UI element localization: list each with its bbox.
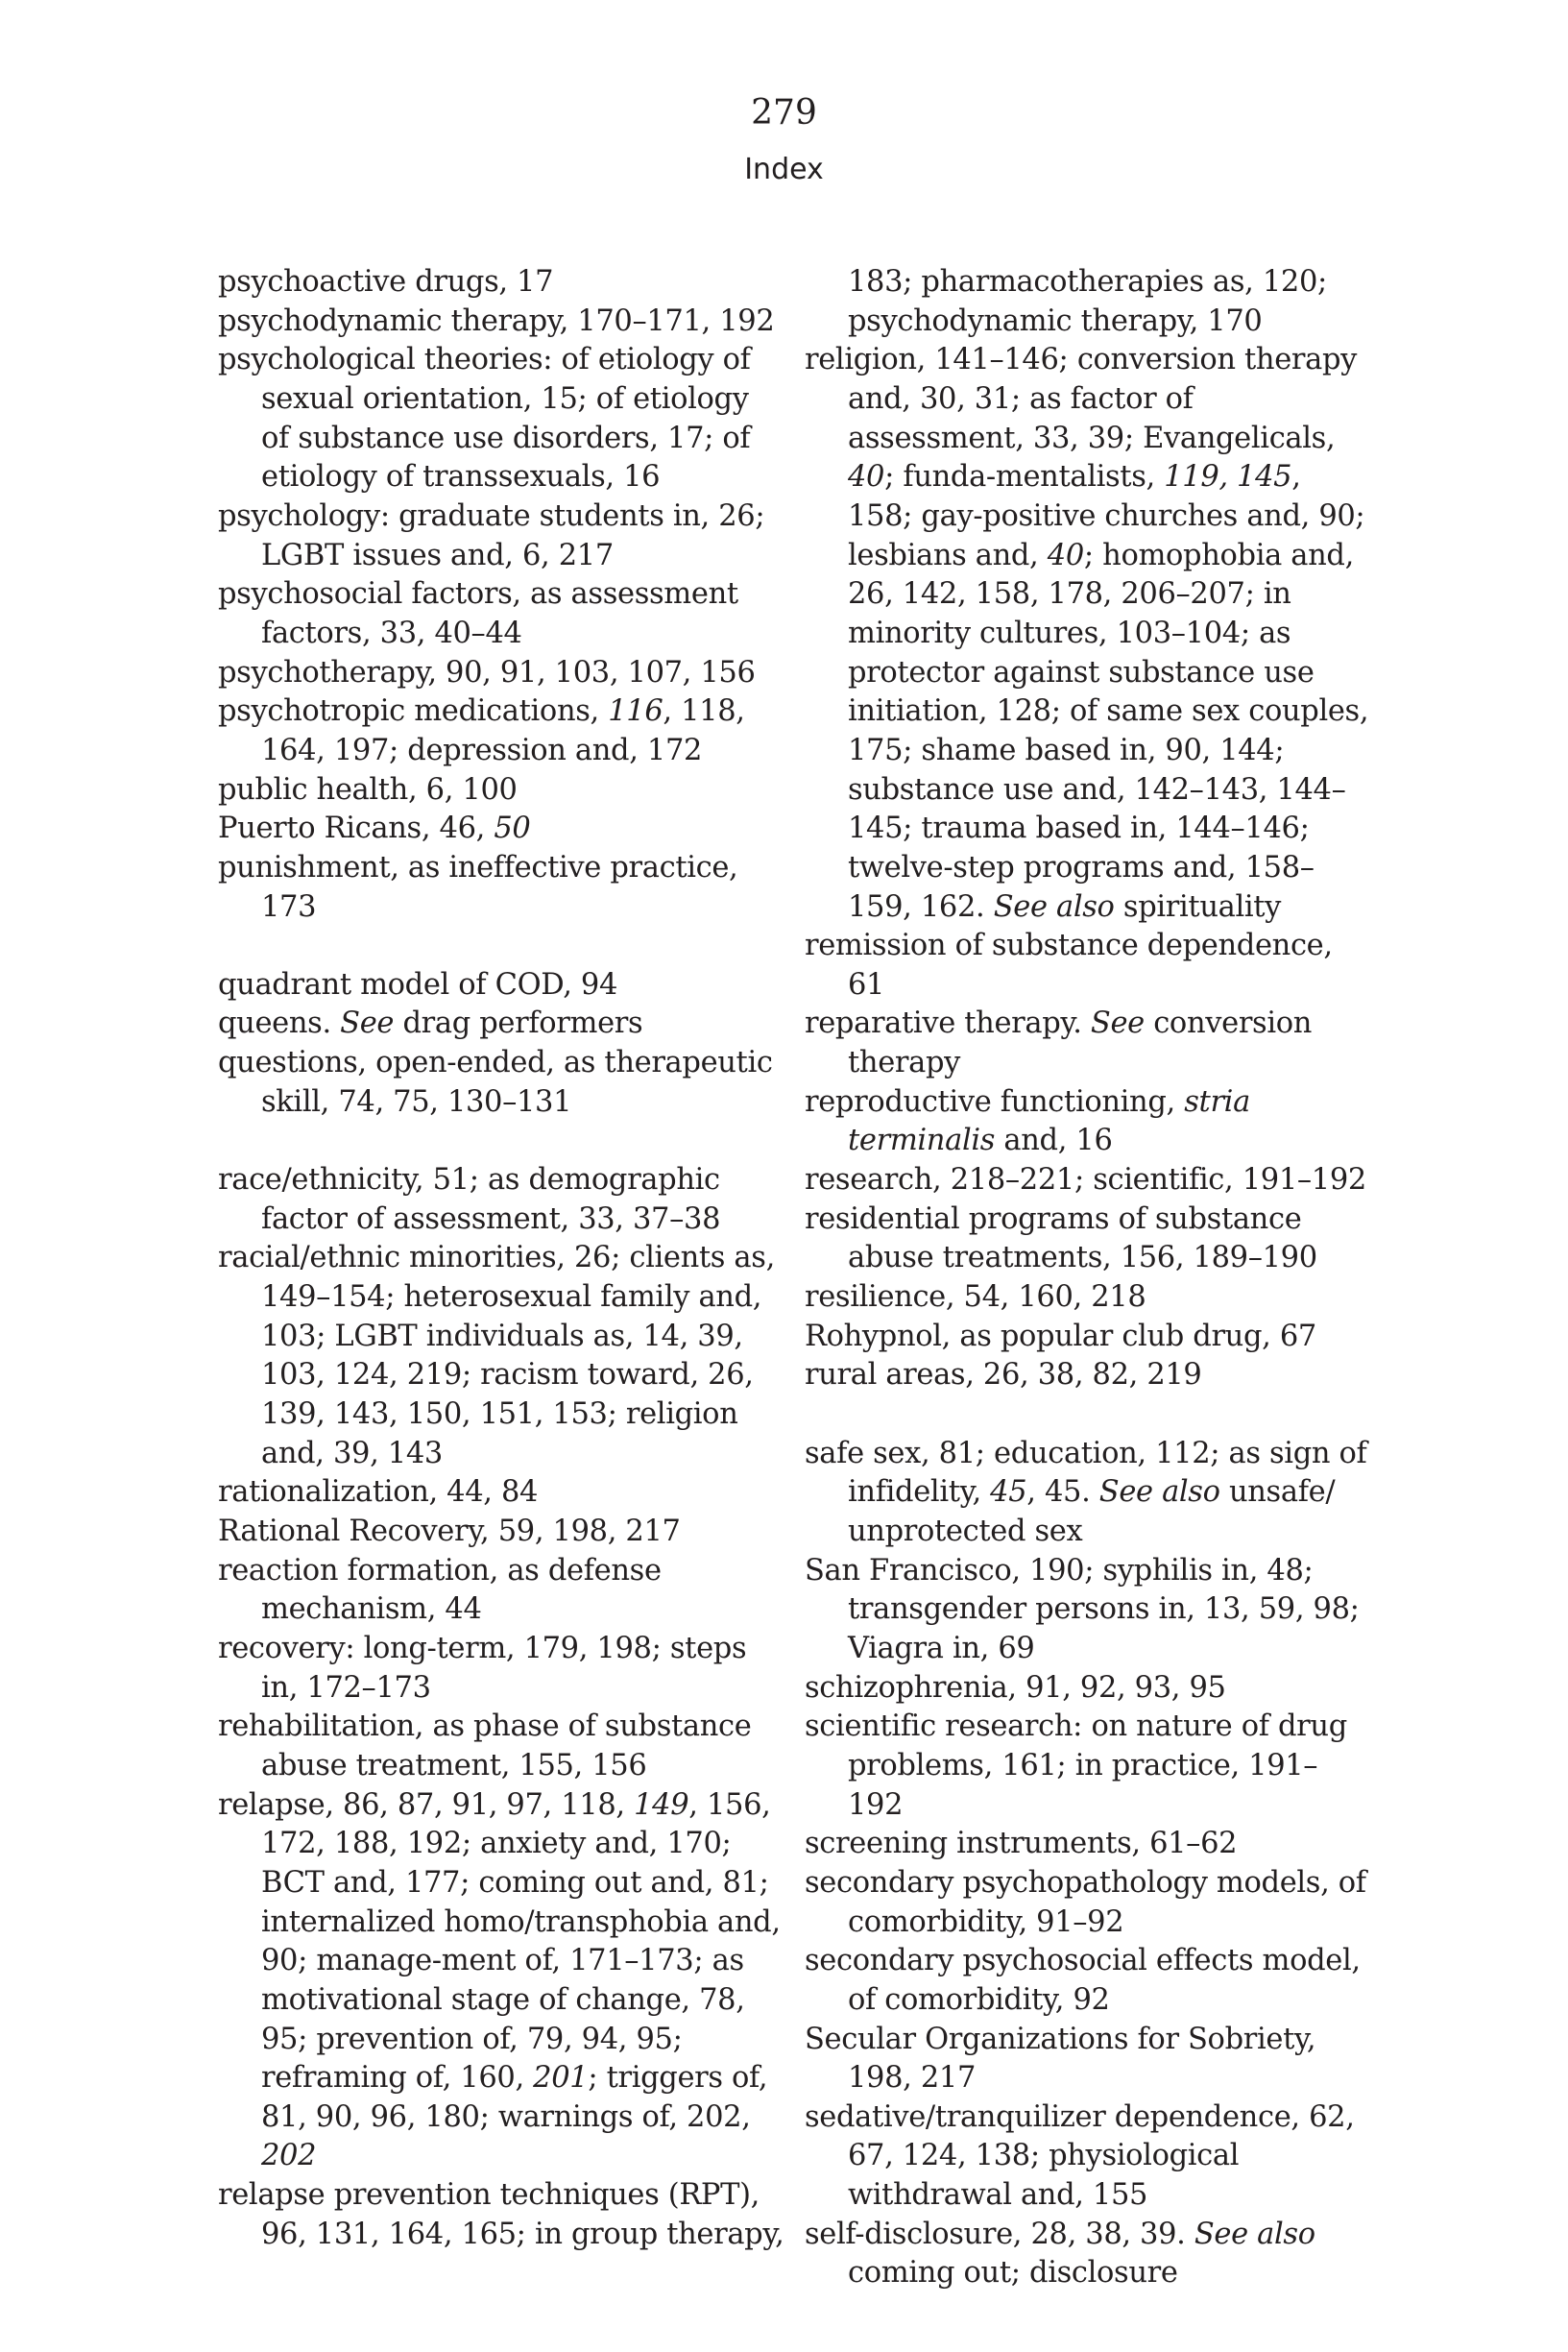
index-segment: Rational Recovery, 59, 198, 217 (218, 1514, 681, 1548)
index-segment: secondary psychopathology models, of comorbidity, 91–92 (805, 1865, 1376, 1939)
index-segment-italic: See (1090, 1006, 1145, 1041)
index-segment: , 158; gay-positive churches and, 90; lesbians and, (848, 460, 1374, 572)
index-entry (218, 1552, 784, 1630)
index-segment: queens. (218, 1006, 341, 1041)
index-entry (805, 1278, 1371, 1318)
index-segment: psychoactive drugs, 17 (218, 265, 554, 299)
index-entry (218, 497, 784, 575)
index-segment: psychological theories: of etiology of sexual orientation, 15; of etiology of substance use disorders, 17; of etiology of transsexuals, 16 (218, 343, 760, 495)
index-segment: psychology: graduate students in, 26; LGBT issues and, 6, 217 (218, 498, 774, 572)
index-entry (805, 341, 1378, 927)
index-segment-italic: 40 (848, 460, 885, 495)
index-segment: scientific research: on nature of drug problems, 161; in practice, 191–192 (805, 1709, 1357, 1822)
index-entry (805, 1825, 1371, 1864)
index-segment-italic: 201 (533, 2061, 589, 2096)
index-entry (218, 263, 784, 303)
index-entry (218, 341, 784, 497)
index-segment: , 156, 172, 188, 192; anxiety and, 170; BCT and, 177; coming out and, 81; internalized homo/transphobia and, 90; manage-ment of, 171–173; as motivational stage of change, 78, 95; prevention of, 79, 94, 95; reframing of, 160, (261, 1787, 790, 2096)
index-entry (218, 1161, 784, 1239)
index-entry (218, 771, 784, 811)
index-entry (218, 575, 784, 653)
index-segment: reproductive functioning, (805, 1084, 1185, 1119)
index-entry (218, 1708, 784, 1785)
index-segment: racial/ethnic minorities, 26; clients as, 149–154; heterosexual family and, 103; LGBT individuals as, 14, 39, 103, 124, 219; racism toward, 26, 139, 143, 150, 151, 153; religion and, 39, 143 (218, 1241, 784, 1470)
index-segment: schizophrenia, 91, 92, 93, 95 (805, 1670, 1226, 1705)
index-segment: Secular Organizations for Sobriety, 198, 217 (805, 2022, 1325, 2096)
index-entry (218, 1786, 790, 2177)
index-entry (218, 692, 784, 770)
index-entry (805, 1708, 1371, 1825)
index-segment: reaction formation, as defense mechanism, 44 (218, 1553, 670, 1627)
index-segment: research, 218–221; scientific, 191–192 (805, 1163, 1366, 1198)
index-entry (218, 1044, 784, 1122)
index-segment: rehabilitation, as phase of substance abuse treatment, 155, 156 (218, 1709, 760, 1782)
index-entry (218, 810, 784, 849)
index-segment: , 118, 164, 197; depression and, 172 (261, 694, 754, 767)
index-column-left (218, 263, 790, 2254)
index-segment: spirituality (1114, 889, 1282, 924)
index-segment: safe sex, 81; education, 112; as sign of infidelity, (805, 1436, 1376, 1510)
index-entry (805, 1005, 1371, 1082)
index-segment: ; funda-mentalists, (884, 460, 1165, 495)
index-entry (805, 1552, 1371, 1669)
index-entry (805, 1356, 1371, 1395)
index-segment: San Francisco, 190; syphilis in, 48; transgender persons in, 13, 59, 98; Viagra in, 69 (805, 1553, 1368, 1665)
index-segment: residential programs of substance abuse treatments, 156, 189–190 (805, 1201, 1317, 1275)
index-entry (218, 1473, 784, 1513)
letter-group-spacer (805, 1395, 1371, 1435)
index-entry (805, 1083, 1371, 1161)
index-segment: secondary psychosocial effects model, of comorbidity, 92 (805, 1944, 1370, 2017)
index-segment: drag performers (394, 1006, 643, 1041)
index-segment-italic: See (340, 1006, 395, 1041)
index-segment: sedative/tranquilizer dependence, 62, 67, 124, 138; physiological withdrawal and, 155 (805, 2099, 1363, 2213)
page-number: 279 (751, 93, 817, 133)
index-entry (805, 1435, 1376, 1552)
index-segment: screening instruments, 61–62 (805, 1827, 1238, 1861)
index-segment-italic: 202 (261, 2139, 317, 2173)
index-segment: ; homophobia and, 26, 142, 158, 178, 206–207; in minority cultures, 103–104; as protector against substance use initiation, 128; of same sex couples, 175; shame based in, 90, 144; substance use and, 142–143, 144–145; trauma based in, 144–146; twelve-step programs and, 158–159, 162. (848, 538, 1378, 924)
index-segment: race/ethnicity, 51; as demographic factor of assessment, 33, 37–38 (218, 1163, 730, 1236)
index-segment: 183; pharmacotherapies as, 120; psychodynamic therapy, 170 (848, 265, 1337, 338)
index-column-right (805, 263, 1378, 2293)
index-segment: punishment, as ineffective practice, 173 (218, 850, 747, 924)
running-head: Index (744, 153, 824, 186)
index-segment: reparative therapy. (805, 1006, 1091, 1041)
index-entry (805, 1942, 1371, 2020)
index-segment: quadrant model of COD, 94 (218, 967, 618, 1002)
index-segment: psychodynamic therapy, 170–171, 192 (218, 303, 775, 338)
index-segment: and, 16 (995, 1124, 1113, 1158)
index-segment: Puerto Ricans, 46, (218, 812, 495, 846)
index-entry (805, 1200, 1371, 1278)
index-segment: public health, 6, 100 (218, 772, 518, 807)
index-segment: self-disclosure, 28, 38, 39. (805, 2217, 1194, 2251)
index-entry (218, 1513, 784, 1552)
index-entry (805, 2021, 1371, 2098)
letter-group-spacer (218, 1122, 784, 1161)
index-segment-italic: See also (1098, 1475, 1220, 1510)
index-segment: rural areas, 26, 38, 82, 219 (805, 1358, 1202, 1393)
index-segment-italic: 149 (634, 1787, 689, 1822)
index-entry (805, 1669, 1371, 1709)
index-segment-italic: 116 (608, 694, 663, 729)
index-entry (218, 1239, 784, 1473)
index-segment-italic: 45 (990, 1475, 1027, 1510)
index-segment-italic: See also (1194, 2217, 1315, 2251)
index-segment: questions, open-ended, as therapeutic skill, 74, 75, 130–131 (218, 1046, 782, 1119)
index-entry (218, 303, 784, 342)
index-segment: rationalization, 44, 84 (218, 1475, 539, 1510)
index-entry-continued (805, 263, 1371, 341)
index-segment: conversion therapy (848, 1006, 1321, 1080)
index-segment: Rohypnol, as popular club drug, 67 (805, 1319, 1316, 1353)
index-segment: ; triggers of, 81, 90, 96, 180; warnings of, 202, (261, 2061, 777, 2134)
index-segment: relapse, 86, 87, 91, 97, 118, (218, 1787, 635, 1822)
index-segment: coming out; disclosure (848, 2217, 1325, 2291)
index-segment: psychosocial factors, as assessment factors, 33, 40–44 (218, 577, 748, 650)
index-entry (805, 2216, 1371, 2293)
index-segment: recovery: long-term, 179, 198; steps in, 172–173 (218, 1631, 756, 1705)
index-entry (805, 1318, 1371, 1357)
index-segment: psychotropic medications, (218, 694, 609, 729)
index-entry (218, 1005, 784, 1044)
index-segment: relapse prevention techniques (RPT), 96, 131, 164, 165; in group therapy, (218, 2178, 784, 2251)
index-entry (218, 654, 784, 693)
index-entry (218, 2176, 784, 2254)
letter-group-spacer (218, 927, 784, 966)
index-segment: religion, 141–146; conversion therapy and, 30, 31; as factor of assessment, 33, 39; Evangelicals, (805, 343, 1366, 455)
index-segment: remission of substance dependence, 61 (805, 929, 1342, 1002)
index-segment-italic: stria terminalis (848, 1084, 1260, 1158)
index-segment-italic: See also (993, 889, 1115, 924)
index-segment: unsafe/ unprotected sex (848, 1475, 1344, 1548)
index-entry (805, 1161, 1371, 1200)
index-segment-italic: 40 (1047, 538, 1084, 572)
index-entry (218, 966, 784, 1006)
index-segment: resilience, 54, 160, 218 (805, 1280, 1146, 1315)
index-entry (218, 1630, 784, 1708)
index-entry (805, 2098, 1371, 2216)
index-entry (805, 927, 1371, 1005)
index-segment: , 45. (1026, 1475, 1099, 1510)
index-entry (805, 1864, 1376, 1942)
index-entry (218, 849, 784, 927)
index-segment-italic: 119, 145 (1164, 460, 1292, 495)
index-segment: psychotherapy, 90, 91, 103, 107, 156 (218, 655, 756, 690)
index-segment-italic: 50 (494, 812, 531, 846)
